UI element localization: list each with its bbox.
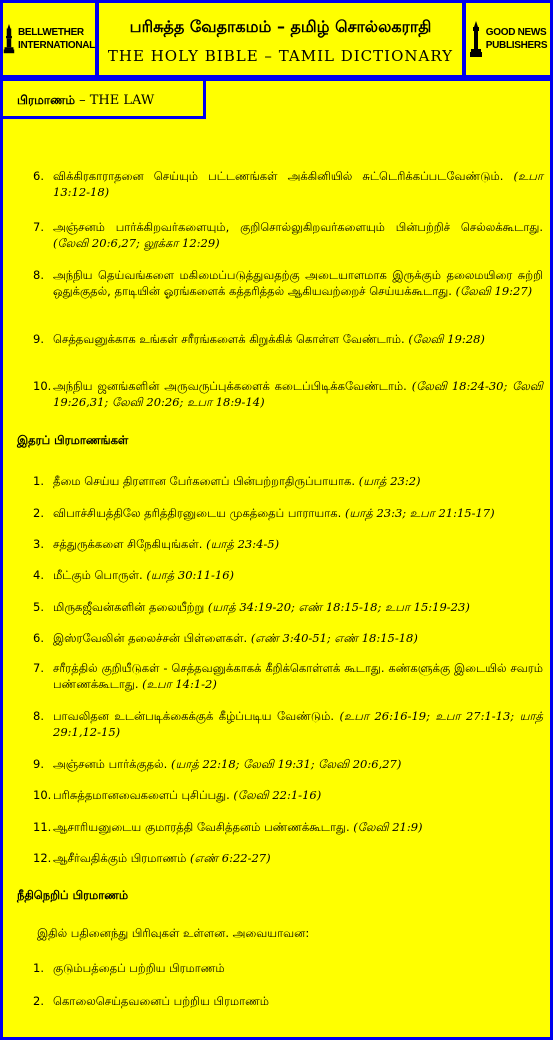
list-item: 1. தீமை செய்ய திரளான பேர்களைப் பின்பற்றாதிருப்பாயாக. (யாத் 23:2): [33, 474, 421, 488]
list-item: 12. ஆசீர்வதிக்கும் பிரமாணம் (எண் 6:22-27): [33, 851, 271, 865]
section-tab-law: பிரமாணம் – THE LAW: [0, 78, 206, 119]
scripture-reference: (லேவி 21:9): [353, 820, 423, 834]
section-label-english: THE LAW: [89, 93, 155, 108]
scripture-reference: (லேவி 18:24-30; லேவி 19:26,31; லேவி 20:26; உபா 18:9-14): [53, 379, 544, 409]
list-item: 5. மிருகஜீவன்களின் தலையீற்று (யாத் 34:19-20; எண் 18:15-18; உபா 15:19-23): [33, 600, 470, 614]
scripture-reference: (லேவி 19:28): [408, 332, 485, 346]
good-news-logo-text: GOOD NEWS PUBLISHERS: [485, 27, 548, 51]
list-item: 10. பரிசுத்தமானவைகளைப் புசிப்பது. (லேவி 22:1-16): [33, 788, 322, 802]
title-tamil: பரிசுத்த வேதாகமம் – தமிழ் சொல்லகராதி: [129, 17, 432, 36]
list-item: 10. அந்நிய ஜனங்களின் அருவருப்புக்களைக் கடைப்பிடிக்கவேண்டாம். (லேவி 18:24-30; லேவி 19:26,31; லேவி 20:26; உபா 18:9-14): [33, 379, 544, 409]
scripture-reference: (உபா 13:12-18): [53, 169, 543, 199]
list-item: 4. மீட்கும் பொருள். (யாத் 30:11-16): [33, 568, 235, 582]
list-item: 6. இஸ்ரவேலின் தலைச்சன் பிள்ளைகள். (எண் 3:40-51; எண் 18:15-18): [33, 631, 418, 645]
heading-moral-law: நீதிநெறிப் பிரமாணம்: [17, 888, 129, 902]
scripture-reference: (லேவி 22:1-16): [233, 788, 322, 802]
scripture-reference: (யாத் 34:19-20; எண் 18:15-18; உபா 15:19-23): [207, 600, 470, 614]
scripture-reference: (லேவி 19:27): [455, 284, 533, 298]
title-english: THE HOLY BIBLE – TAMIL DICTIONARY: [107, 47, 454, 65]
list-item: 8. பாவலிதன உடன்படிக்கைக்குக் கீழ்ப்படிய வேண்டும். (உபா 26:16-19; உபா 27:1-13; யாத் 29:1,12-15): [33, 709, 543, 739]
scripture-reference: (யாத் 23:4-5): [206, 537, 280, 551]
bellwether-logo-box: [0, 0, 98, 78]
scripture-reference: (எண் 3:40-51; எண் 18:15-18): [250, 631, 418, 645]
list-item: 9. அஞ்சனம் பார்க்குதல். (யாத் 22:18; லேவி 19:31; லேவி 20:6,27): [33, 757, 402, 771]
scripture-reference: (யாத் 22:18; லேவி 19:31; லேவி 20:6,27): [171, 757, 402, 771]
scripture-reference: (எண் 6:22-27): [190, 851, 271, 865]
scripture-reference: (யாத் 23:3; உபா 21:15-17): [344, 506, 495, 520]
good-news-logo-box: [463, 0, 553, 78]
scripture-reference: (லேவி 20:6,27; லூக்கா 12:29): [53, 236, 220, 250]
list-item: 3. சத்துருக்களை சிநேகியுங்கள். (யாத் 23:4-5): [33, 537, 280, 551]
bellwether-logo-text: BELLWETHER INTERNATIONAL: [17, 27, 95, 51]
section-label-tamil: பிரமாணம்: [17, 93, 75, 107]
scripture-reference: (உபா 26:16-19; உபா 27:1-13; யாத் 29:1,12-15): [53, 709, 543, 739]
list-item: 1. குடும்பத்தைப் பற்றிய பிரமாணம்: [33, 961, 225, 975]
list-item: 2. கொலைசெய்தவனைப் பற்றிய பிரமாணம்: [33, 994, 270, 1008]
scripture-reference: (யாத் 30:11-16): [146, 568, 235, 582]
dictionary-title-box: [96, 0, 465, 78]
intro-paragraph: இதில் பதினைந்து பிரிவுகள் உள்ளன. அவையாவன:: [37, 926, 310, 940]
scripture-reference: (உபா 14:1-2): [142, 677, 217, 691]
list-item: 2. விபாச்சியத்திலே தரித்திரனுடைய முகத்தைப் பாராயாக. (யாத் 23:3; உபா 21:15-17): [33, 506, 495, 520]
lamp-icon: [469, 19, 483, 59]
list-item: 11. ஆசாரியனுடைய குமாரத்தி வேசித்தனம் பண்ணக்கூடாது. (லேவி 21:9): [33, 820, 423, 834]
bell-tower-icon: [3, 19, 15, 59]
list-item: 7. அஞ்சனம் பார்க்கிறவர்களையும், குறிசொல்லுகிறவர்களையும் பின்பற்றிச் செல்லக்கூடாது. (லேவி 20:6,27; லூக்கா 12:29): [33, 220, 543, 250]
content-panel: [0, 78, 553, 1040]
list-item: 6. விக்கிரகாராதனை செய்யும் பட்டணங்கள் அக்கினியில் சுட்டெரிக்கப்படவேண்டும். (உபா 13:12-18): [33, 169, 543, 199]
list-item: 9. செத்தவனுக்காக உங்கள் சரீரங்களைக் கிறுக்கிக் கொள்ள வேண்டாம். (லேவி 19:28): [33, 332, 485, 346]
list-item: 7. சரீரத்தில் குறியீடுகள் - செத்தவனுக்காகக் கீறிக்கொள்ளக் கூடாது. கண்களுக்கு இடையில் சவரம் பண்ணக்கூடாது. (உபா 14:1-2): [33, 661, 543, 691]
scripture-reference: (யாத் 23:2): [358, 474, 421, 488]
heading-other-laws: இதரப் பிரமாணங்கள்: [17, 433, 129, 447]
list-item: 8. அந்நிய தெய்வங்களை மகிமைப்படுத்துவதற்கு அடையாளமாக இருக்கும் தலைமயிரை சுற்றி ஒதுக்குதல், தாடியின் ஓரங்களைக் கத்தரித்தல் ஆகியவற்றைச் செய்யக்கூடாது. (லேவி 19:27): [33, 268, 543, 298]
